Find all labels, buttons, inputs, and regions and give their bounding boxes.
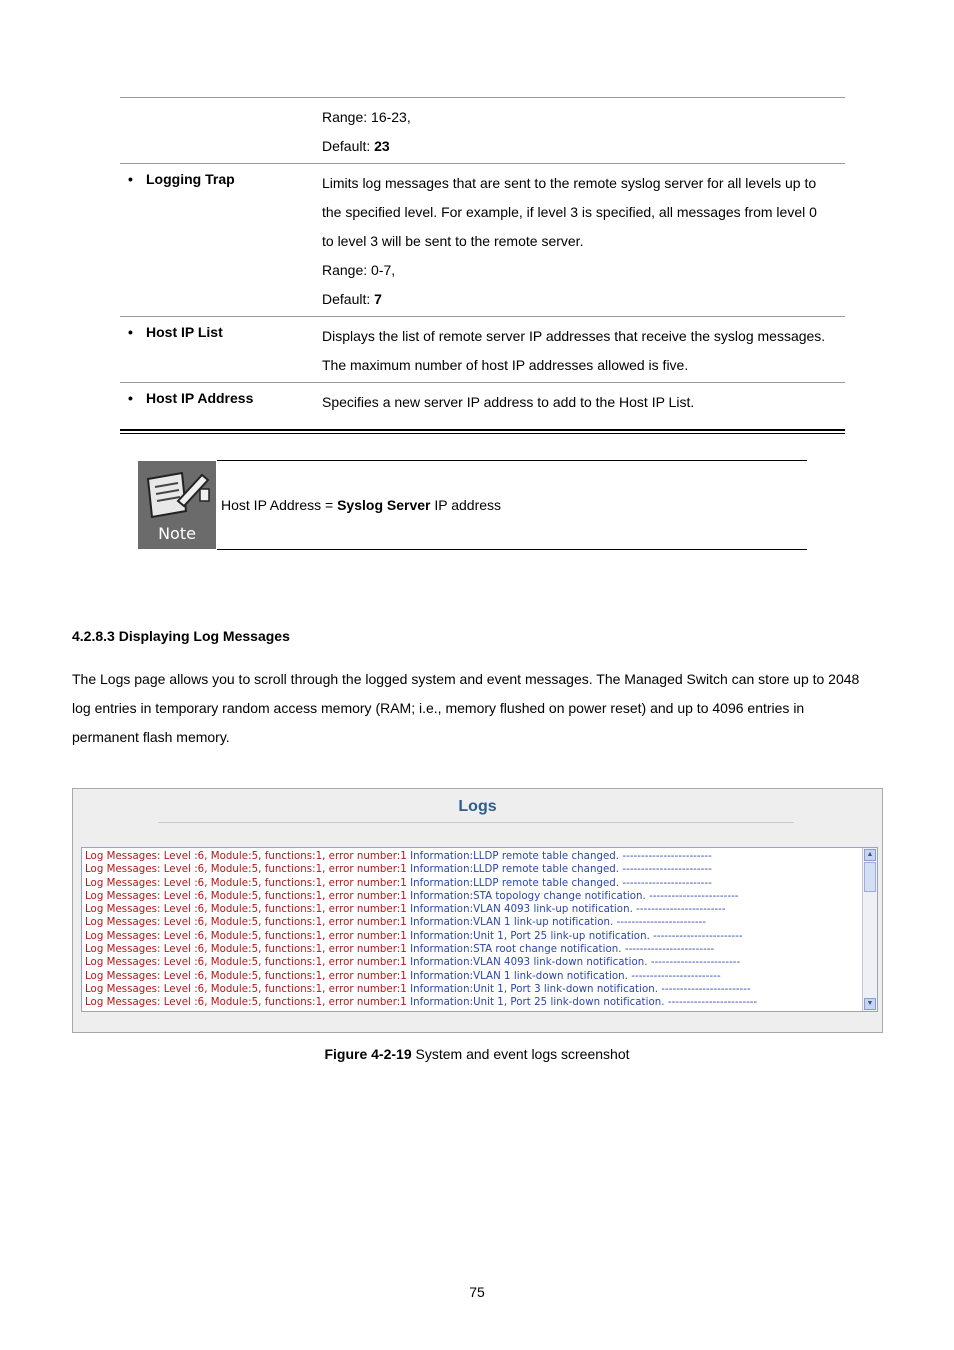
note-top-rule [217, 460, 807, 461]
log-message: Information:Unit 1, Port 25 link-up notification. ------------------------ [410, 930, 743, 942]
intro-line: log entries in temporary random access memory (RAM; i.e., memory flushed on power reset) and up to 4096 entries in [72, 700, 805, 716]
log-messages-textarea[interactable] [81, 847, 878, 1012]
vertical-scrollbar[interactable] [862, 848, 877, 1011]
log-prefix: Log Messages: Level :6, Module:5, functions:1, error number:1 [85, 864, 411, 876]
log-line [85, 996, 857, 1009]
log-line [85, 903, 857, 916]
log-prefix: Log Messages: Level :6, Module:5, functions:1, error number:1 [85, 997, 411, 1009]
description-line: the specified level. For example, if level 3 is specified, all messages from level 0 [322, 204, 817, 220]
log-line [85, 877, 857, 890]
log-prefix: Log Messages: Level :6, Module:5, functions:1, error number:1 [85, 983, 411, 995]
description-line: Displays the list of remote server IP addresses that receive the syslog messages. [322, 328, 826, 344]
log-message: Information:VLAN 1 link-down notification. ------------------------ [410, 970, 721, 982]
default-label: Default: [322, 138, 375, 154]
parameter-name-label: Host IP List [146, 324, 223, 340]
log-line [85, 890, 857, 903]
default-label: Default: [322, 291, 375, 307]
scroll-down-icon[interactable]: ▼ [864, 998, 876, 1010]
log-prefix: Log Messages: Level :6, Module:5, functions:1, error number:1 [85, 944, 411, 956]
log-message: Information:LLDP remote table changed. ------------------------ [410, 864, 712, 876]
parameter-description [322, 98, 845, 163]
description-line: Limits log messages that are sent to the remote syslog server for all levels up to [322, 175, 817, 191]
default-line [322, 285, 845, 314]
log-message: Information:STA root change notification. ------------------------ [410, 944, 715, 956]
caption-label: Figure 4-2-19 [324, 1046, 412, 1062]
log-line [85, 970, 857, 983]
table-row [120, 97, 845, 163]
description-line: Range: 16-23, [322, 109, 411, 125]
description-line: Specifies a new server IP address to add to the Host IP List. [322, 394, 695, 410]
log-message: Information:Unit 1, Port 3 link-down notification. ------------------------ [410, 983, 751, 995]
section-title: 4.2.8.3 Displaying Log Messages [72, 628, 290, 644]
logs-screenshot [72, 788, 883, 1033]
log-message: Information:Unit 1, Port 25 link-down notification. ------------------------ [410, 997, 758, 1009]
log-line [85, 956, 857, 969]
log-prefix: Log Messages: Level :6, Module:5, functions:1, error number:1 [85, 930, 411, 942]
log-line [85, 930, 857, 943]
log-message: Information:VLAN 1 link-up notification. ------------------------ [410, 917, 707, 929]
scroll-up-icon[interactable]: ▲ [864, 849, 876, 861]
log-lines [85, 850, 857, 1010]
parameter-name-label: Host IP Address [146, 390, 254, 406]
intro-paragraph [72, 665, 887, 752]
log-prefix: Log Messages: Level :6, Module:5, functions:1, error number:1 [85, 970, 411, 982]
default-value: 23 [374, 138, 390, 154]
log-prefix: Log Messages: Level :6, Module:5, functions:1, error number:1 [85, 904, 411, 916]
note-text [221, 497, 501, 513]
log-message: Information:VLAN 4093 link-down notification. ------------------------ [410, 957, 741, 969]
scroll-thumb[interactable] [864, 862, 876, 892]
logs-title-rule [158, 822, 794, 823]
log-prefix: Log Messages: Level :6, Module:5, functions:1, error number:1 [85, 890, 411, 902]
logs-title: Logs [458, 798, 497, 815]
note-icon-label: Note [158, 524, 196, 543]
parameter-name: • Host IP Address [128, 390, 254, 406]
description-line: to level 3 will be sent to the remote server. [322, 233, 584, 249]
note-text-bold: Syslog Server [337, 497, 431, 513]
table-bottom-rule [120, 429, 845, 434]
log-message: Information:LLDP remote table changed. ------------------------ [410, 877, 712, 889]
note-icon [138, 461, 216, 549]
log-prefix: Log Messages: Level :6, Module:5, functions:1, error number:1 [85, 851, 411, 862]
log-line [85, 916, 857, 929]
intro-line: The Logs page allows you to scroll through the logged system and event messages. The Managed Switch can store up to 2048 [72, 671, 860, 687]
parameter-name: • Logging Trap [128, 171, 235, 187]
intro-line: permanent flash memory. [72, 729, 230, 745]
parameter-description [322, 383, 845, 419]
note-text-after: IP address [430, 497, 502, 513]
parameter-name: • Host IP List [128, 324, 223, 340]
parameter-description [322, 164, 845, 316]
note-bottom-rule [217, 549, 807, 550]
table-row [120, 316, 845, 382]
description-line: Range: 0-7, [322, 262, 396, 278]
caption-text: System and event logs screenshot [411, 1046, 630, 1062]
log-line [85, 863, 857, 876]
log-prefix: Log Messages: Level :6, Module:5, functions:1, error number:1 [85, 957, 411, 969]
log-message: Information:STA topology change notification. ------------------------ [410, 890, 739, 902]
parameter-name-label: Logging Trap [146, 171, 235, 187]
parameter-table [120, 97, 845, 434]
default-value: 7 [374, 291, 382, 307]
log-line [85, 983, 857, 996]
default-line [322, 132, 845, 161]
log-line [85, 943, 857, 956]
table-row [120, 163, 845, 316]
log-prefix: Log Messages: Level :6, Module:5, functions:1, error number:1 [85, 917, 411, 929]
log-message: Information:VLAN 4093 link-up notification. ------------------------ [410, 904, 726, 916]
parameter-description [322, 317, 845, 382]
description-line: The maximum number of host IP addresses allowed is five. [322, 357, 689, 373]
log-message: Information:LLDP remote table changed. ------------------------ [410, 851, 712, 862]
page-number: 75 [469, 1284, 485, 1300]
log-line [85, 850, 857, 863]
log-prefix: Log Messages: Level :6, Module:5, functions:1, error number:1 [85, 877, 411, 889]
note-text-before: Host IP Address = [221, 497, 338, 513]
table-row [120, 382, 845, 419]
figure-caption [0, 1046, 954, 1062]
